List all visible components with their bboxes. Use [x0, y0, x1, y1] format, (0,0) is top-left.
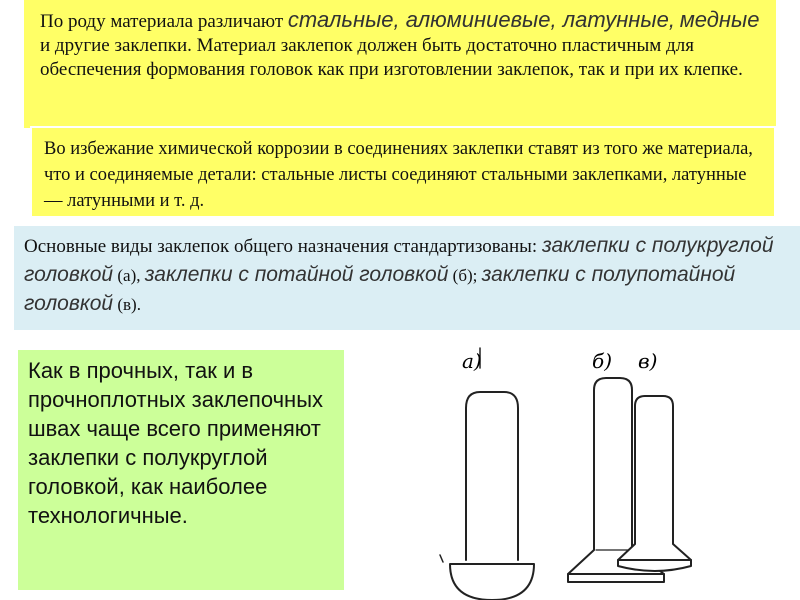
- material-aluminum: алюминиевые,: [405, 7, 563, 32]
- rivet-type-marker-a: (а),: [113, 266, 145, 285]
- rivet-label-c: в): [638, 349, 658, 373]
- rivet-types-intro: Основные виды заклепок общего назначения стандартизованы:: [24, 236, 542, 257]
- material-brass: латунные,: [562, 7, 675, 32]
- usage-note-text: Как в прочных, так и в прочноплотных заклепочных швах чаще всего применяют заклепки с полукруглой головкой, как наиболее технологичные.: [28, 358, 324, 528]
- rivet-type-marker-b: (б);: [448, 266, 482, 285]
- material-steel: стальные,: [287, 7, 406, 32]
- rivet-type-round-head: заклепки с полукруглой головкой: [24, 234, 774, 286]
- corrosion-info-box: [30, 126, 776, 218]
- rivet-types-box: [14, 226, 800, 330]
- rivet-type-countersunk-head: заклепки с потайной головкой: [144, 263, 449, 286]
- rivet-type-marker-c: (в).: [113, 295, 141, 314]
- corrosion-text: Во избежание химической коррозии в соединениях заклепки ставят из того же материала, что и соединяемые детали: стальные листы соединяют стальными заклепками, латунные — латунными и т. д.: [44, 139, 753, 211]
- material-info-box: [24, 0, 776, 128]
- rivet-label-a: а): [462, 349, 482, 373]
- material-intro-text: По роду материала различают: [40, 11, 288, 32]
- material-copper: медные: [679, 7, 760, 32]
- usage-note-box: [18, 350, 344, 590]
- rivet-round-head-drawing: [440, 348, 534, 600]
- rivet-semi-countersunk-head-drawing: [618, 396, 691, 571]
- rivet-type-semi-countersunk-head: заклепки с полупотайной головкой: [24, 263, 736, 315]
- rivet-label-b: б): [592, 349, 613, 373]
- material-rest-text: и другие заклепки. Материал заклепок должен быть достаточно пластичным для обеспечения формования головок как при изготовлении заклепок, так и при их клепке.: [40, 35, 743, 80]
- rivet-types-figure: [410, 340, 710, 600]
